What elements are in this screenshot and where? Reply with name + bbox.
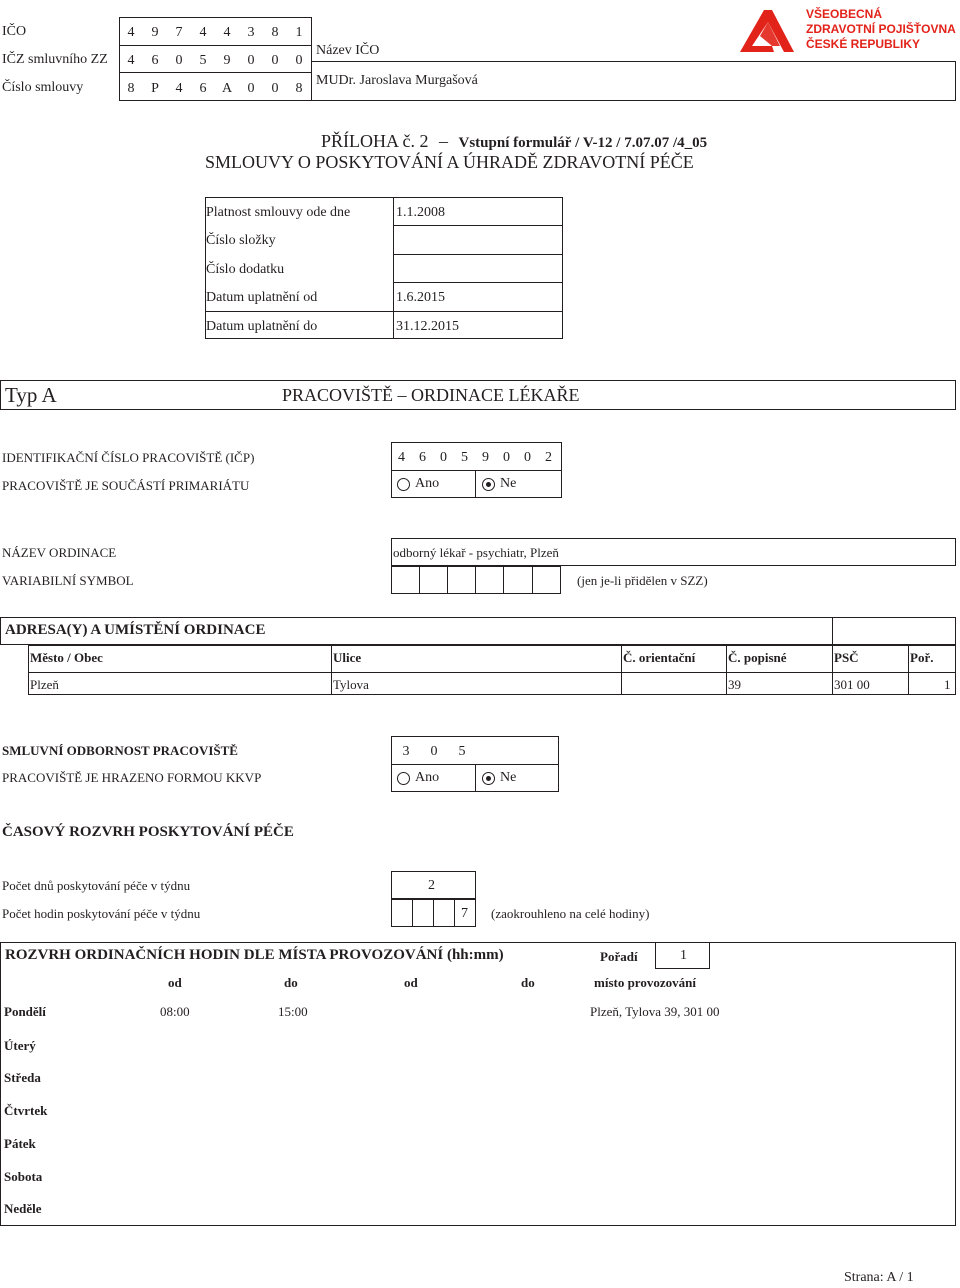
digit-cell: 4 bbox=[223, 25, 231, 40]
day-label: Neděle bbox=[4, 1201, 42, 1216]
digit-cell: 8 bbox=[127, 81, 135, 96]
logo-line-3: ČESKÉ REPUBLIKY bbox=[806, 37, 921, 51]
address-header: PSČ bbox=[834, 650, 859, 665]
specialty-digit: 5 bbox=[458, 744, 466, 759]
icp-label: IDENTIFIKAČNÍ ČÍSLO PRACOVIŠTĚ (IČP) bbox=[2, 450, 255, 465]
hours-note: (zaokrouhleno na celé hodiny) bbox=[491, 906, 650, 921]
hours-value: 7 bbox=[461, 906, 468, 921]
digit-cell: 4 bbox=[127, 53, 135, 68]
name-label: Název IČO bbox=[316, 43, 380, 58]
day-label: Pondělí bbox=[4, 1004, 46, 1019]
validity-label: Datum uplatnění od bbox=[206, 290, 318, 305]
validity-label: Datum uplatnění do bbox=[206, 319, 318, 334]
day-label: Středa bbox=[4, 1070, 41, 1085]
annex-prefix: PŘÍLOHA č. 2 bbox=[321, 131, 429, 151]
vzp-logo-icon bbox=[738, 6, 796, 54]
digit-cell: 9 bbox=[223, 53, 231, 68]
primariat-yes-radio[interactable] bbox=[397, 478, 410, 491]
address-col-divider bbox=[726, 645, 727, 695]
type-label: Typ A bbox=[5, 383, 57, 407]
digit-cell: 6 bbox=[151, 53, 159, 68]
address-table bbox=[28, 645, 956, 695]
hours-label: Počet hodin poskytování péče v týdnu bbox=[2, 906, 201, 921]
ordinace-name-value: odborný lékař - psychiatr, Plzeň bbox=[393, 545, 559, 560]
vs-note: (jen je-li přidělen v SZZ) bbox=[577, 573, 708, 588]
days-label: Počet dnů poskytování péče v týdnu bbox=[2, 878, 191, 893]
vs-label: VARIABILNÍ SYMBOL bbox=[2, 573, 134, 588]
hours-col-header: od bbox=[168, 975, 182, 990]
digit-cell: 4 bbox=[199, 25, 207, 40]
address-col-divider bbox=[908, 645, 909, 695]
day-label: Čtvrtek bbox=[4, 1103, 48, 1118]
address-cell: 39 bbox=[728, 677, 741, 692]
digit-cell: 0 bbox=[175, 53, 183, 68]
kkvp-yes-radio[interactable] bbox=[397, 772, 410, 785]
hours-col-header: do bbox=[521, 975, 535, 990]
address-header: Ulice bbox=[333, 650, 362, 665]
digit-cell: 7 bbox=[175, 25, 183, 40]
address-cell: 1 bbox=[944, 677, 951, 692]
specialty-label: SMLUVNÍ ODBORNOST PRACOVIŠTĚ bbox=[2, 743, 238, 758]
address-col-divider bbox=[832, 645, 833, 695]
icp-digit: 0 bbox=[440, 450, 447, 465]
logo-line-2: ZDRAVOTNÍ POJIŠŤOVNA bbox=[806, 22, 956, 36]
address-cell: Plzeň bbox=[30, 677, 59, 692]
day-label: Sobota bbox=[4, 1169, 43, 1184]
icp-digit: 5 bbox=[461, 450, 468, 465]
digit-cell: 5 bbox=[199, 53, 207, 68]
validity-value: 1.1.2008 bbox=[396, 205, 445, 220]
address-col-divider bbox=[621, 645, 622, 695]
order-label: Pořadí bbox=[600, 949, 638, 964]
kkvp-no-radio[interactable] bbox=[482, 772, 495, 785]
day-label: Úterý bbox=[4, 1038, 36, 1053]
icp-digit: 0 bbox=[503, 450, 510, 465]
primariat-label: PRACOVIŠTĚ JE SOUČÁSTÍ PRIMARIÁTU bbox=[2, 478, 250, 493]
digit-cell: 0 bbox=[271, 81, 279, 96]
type-title: PRACOVIŠTĚ – ORDINACE LÉKAŘE bbox=[282, 385, 580, 405]
vs-box[interactable] bbox=[391, 566, 561, 594]
order-value: 1 bbox=[680, 948, 687, 963]
address-title: ADRESA(Y) A UMÍSTĚNÍ ORDINACE bbox=[5, 622, 266, 638]
day-label: Pátek bbox=[4, 1136, 36, 1151]
icp-digit: 0 bbox=[524, 450, 531, 465]
primariat-no-label: Ne bbox=[500, 476, 517, 491]
icp-digit: 2 bbox=[545, 450, 552, 465]
icp-digit: 4 bbox=[398, 450, 405, 465]
digit-cell: P bbox=[151, 81, 159, 96]
digit-cell: 8 bbox=[295, 81, 303, 96]
validity-label: Číslo složky bbox=[206, 233, 276, 248]
validity-label: Platnost smlouvy ode dne bbox=[206, 205, 351, 220]
address-header: Č. orientační bbox=[623, 650, 696, 665]
icp-digit: 6 bbox=[419, 450, 426, 465]
hours-col-header: místo provozování bbox=[594, 975, 696, 990]
icp-digit: 9 bbox=[482, 450, 489, 465]
address-cell: 301 00 bbox=[834, 677, 870, 692]
name-value: MUDr. Jaroslava Murgašová bbox=[316, 73, 478, 88]
digit-cell: 0 bbox=[295, 53, 303, 68]
iczz-label: IČZ smluvního ZZ bbox=[2, 52, 108, 67]
days-value: 2 bbox=[428, 878, 435, 893]
kkvp-yes-label: Ano bbox=[415, 770, 440, 785]
schedule-title: ČASOVÝ ROZVRH POSKYTOVÁNÍ PÉČE bbox=[2, 824, 294, 840]
annex-suffix: Vstupní formulář / V-12 / 7.07.07 /4_05 bbox=[458, 135, 708, 151]
address-header: Č. popisné bbox=[728, 650, 787, 665]
digit-cell: 1 bbox=[295, 25, 303, 40]
address-header: Poř. bbox=[910, 650, 934, 665]
address-col-divider bbox=[331, 645, 332, 695]
contract-number-label: Číslo smlouvy bbox=[2, 80, 84, 95]
validity-value: 31.12.2015 bbox=[396, 319, 459, 334]
page-number: Strana: A / 1 bbox=[844, 1270, 914, 1285]
address-header: Město / Obec bbox=[30, 650, 103, 665]
ico-label: IČO bbox=[2, 24, 27, 39]
digit-cell: 6 bbox=[199, 81, 207, 96]
hours-col-header: od bbox=[404, 975, 418, 990]
validity-value: 1.6.2015 bbox=[396, 290, 445, 305]
contract-title: SMLOUVY O POSKYTOVÁNÍ A ÚHRADĚ ZDRAVOTNÍ PÉČE bbox=[205, 152, 694, 172]
digit-cell: 0 bbox=[271, 53, 279, 68]
specialty-digit: 3 bbox=[402, 744, 410, 759]
hours-col-header: do bbox=[284, 975, 298, 990]
validity-label: Číslo dodatku bbox=[206, 262, 285, 277]
kkvp-no-label: Ne bbox=[500, 770, 517, 785]
primariat-no-radio[interactable] bbox=[482, 478, 495, 491]
address-cell: Tylova bbox=[333, 677, 369, 692]
hours-table-title: ROZVRH ORDINAČNÍCH HODIN DLE MÍSTA PROVOZOVÁNÍ (hh:mm) bbox=[5, 947, 504, 963]
digit-cell: 0 bbox=[247, 53, 255, 68]
day-od1: 08:00 bbox=[160, 1004, 190, 1019]
day-place: Plzeň, Tylova 39, 301 00 bbox=[590, 1004, 720, 1019]
logo-line-1: VŠEOBECNÁ bbox=[806, 7, 883, 21]
digit-cell: A bbox=[221, 81, 233, 96]
digit-cell: 8 bbox=[271, 25, 279, 40]
digit-cell: 0 bbox=[247, 81, 255, 96]
digit-cell: 4 bbox=[127, 25, 135, 40]
digit-cell: 9 bbox=[151, 25, 159, 40]
kkvp-label: PRACOVIŠTĚ JE HRAZENO FORMOU KKVP bbox=[2, 770, 262, 785]
annex-title: PŘÍLOHA č. 2 – Vstupní formulář / V-12 / 7.07.07 /4_05 bbox=[321, 131, 708, 151]
digit-cell: 4 bbox=[175, 81, 183, 96]
ordinace-name-label: NÁZEV ORDINACE bbox=[2, 545, 117, 560]
digit-cell: 3 bbox=[247, 25, 255, 40]
specialty-digit: 0 bbox=[430, 744, 438, 759]
day-do1: 15:00 bbox=[278, 1004, 308, 1019]
primariat-yes-label: Ano bbox=[415, 476, 440, 491]
hours-table bbox=[0, 942, 956, 1226]
